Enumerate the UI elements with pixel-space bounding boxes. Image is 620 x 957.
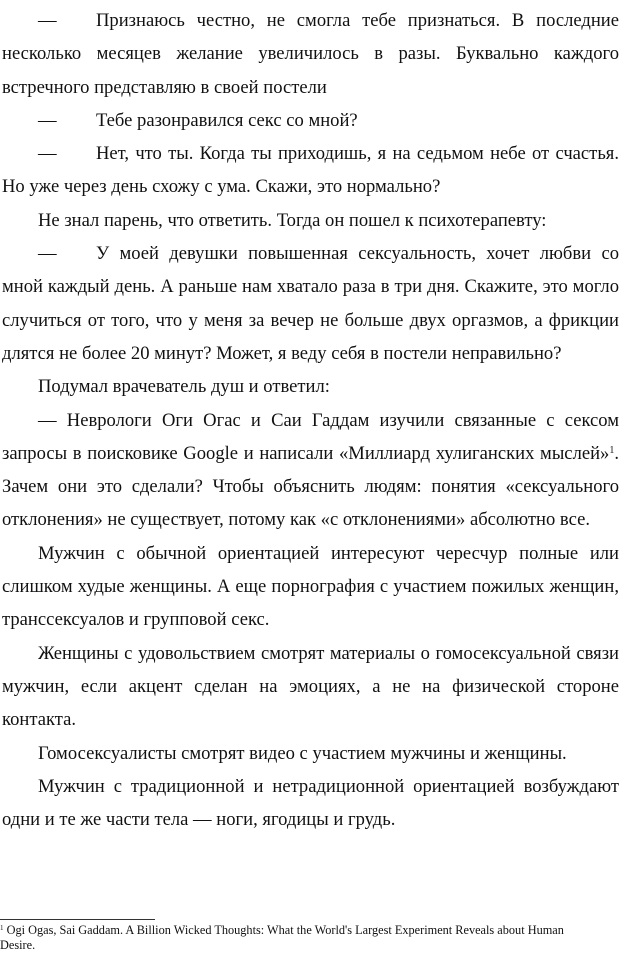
em-dash: — bbox=[38, 143, 57, 165]
paragraph-text: Мужчин с обычной ориентацией интересуют чересчур полные или слишком худые женщины. А еще порнография с участием пожилых женщин, транссексуалов и групповой секс. bbox=[2, 542, 619, 631]
paragraph-with-footnote bbox=[2, 404, 619, 537]
paragraph bbox=[2, 637, 619, 737]
paragraph-text: Нет, что ты. Когда ты приходишь, я на седьмом небе от счастья. Но уже через день схожу с ума. Скажи, это нормально? bbox=[2, 143, 619, 198]
body-text bbox=[2, 4, 619, 836]
paragraph-text: У моей девушки повышенная сексуальность, хочет любви со мной каждый день. А раньше нам хватало раза в три дня. Скажите, это могло случиться от того, что у меня за вечер не больше двух оргазмов, а фрикции длятся не более 20 минут? Может, я веду себя в постели неправильно? bbox=[2, 243, 619, 364]
paragraph bbox=[2, 770, 619, 837]
footnote-number: 1 bbox=[0, 924, 4, 932]
paragraph bbox=[2, 537, 619, 637]
paragraph-text: . Зачем они это сделали? Чтобы объяснить людям: понятия «сексуального отклонения» не существует, потому как «с отклонениями» абсолютно все. bbox=[2, 442, 619, 531]
paragraph-text: Женщины с удовольствием смотрят материалы о гомосексуальной связи мужчин, если акцент сделан на эмоциях, а не на физической стороне контакта. bbox=[2, 642, 619, 731]
dialogue-paragraph bbox=[2, 4, 619, 104]
dialogue-paragraph bbox=[2, 104, 619, 137]
paragraph-text: Подумал врачеватель душ и ответил: bbox=[38, 376, 330, 398]
paragraph bbox=[2, 370, 619, 403]
paragraph-text: Тебе разонравился секс со мной? bbox=[96, 109, 358, 131]
footnote-divider bbox=[0, 919, 155, 920]
paragraph-text: Гомосексуалисты смотрят видео с участием мужчины и женщины. bbox=[38, 742, 567, 764]
footnote-reference[interactable]: 1 bbox=[609, 444, 615, 456]
paragraph-text: Мужчин с традиционной и нетрадиционной ориентацией возбуждают одни и те же части тела — ноги, ягодицы и грудь. bbox=[2, 775, 619, 831]
paragraph bbox=[2, 204, 619, 237]
em-dash: — bbox=[38, 243, 57, 265]
em-dash: — bbox=[38, 10, 57, 31]
em-dash: — bbox=[38, 109, 57, 131]
dialogue-paragraph bbox=[2, 237, 619, 370]
footnote bbox=[0, 923, 600, 952]
footnote-text: Ogi Ogas, Sai Gaddam. A Billion Wicked Thoughts: What the World's Largest Experiment Reveals about Human Desire. bbox=[0, 923, 564, 952]
paragraph-text: — Неврологи Оги Огас и Саи Гаддам изучили связанные с сексом запросы в поисковике Google и написали «Миллиард хулиганских мыслей» bbox=[2, 409, 619, 464]
paragraph-text: Не знал парень, что ответить. Тогда он пошел к психотерапевту: bbox=[38, 209, 547, 231]
paragraph-text: Признаюсь честно, не смогла тебе признаться. В последние несколько месяцев желание увеличилось в разы. Буквально каждого встречного представляю в своей постели bbox=[2, 10, 619, 98]
paragraph bbox=[2, 737, 619, 770]
dialogue-paragraph bbox=[2, 137, 619, 204]
